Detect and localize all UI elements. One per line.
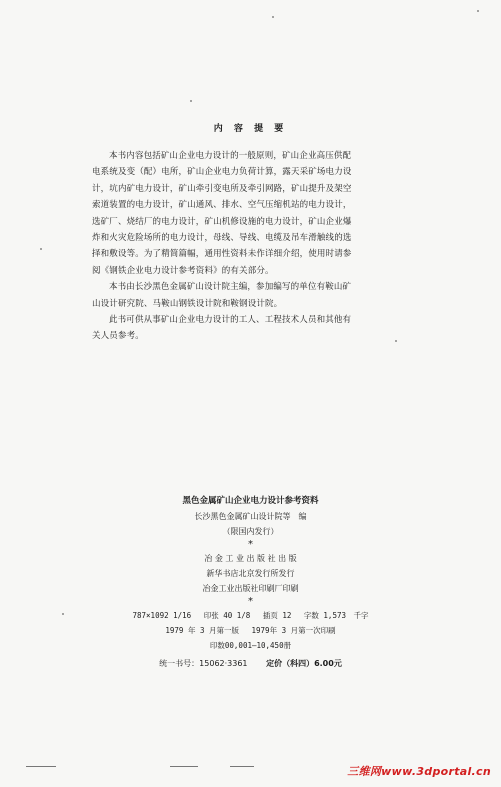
abstract-paragraph-3 (92, 312, 383, 345)
insert-pages: 插页 12 (262, 611, 292, 620)
distribution-note: （限国内发行） (222, 527, 279, 536)
text-line: 关人员参考。 (92, 331, 144, 342)
distributor-line: 新华书店北京发行所发行 (206, 569, 295, 578)
page-format: 787×1092 1/16 (132, 611, 192, 620)
price: 定价（科四）6.00元 (266, 659, 342, 668)
text-line: 索道装置的电力设计，矿山通风、排水、空气压缩机站的电力设计， (92, 200, 352, 211)
edition-line (0, 623, 501, 638)
scan-speck (40, 248, 42, 250)
book-number: 统一书号：15062·3361 (159, 659, 248, 668)
text-line: 炸和火灾危险场所的电力设计，母线、导线、电缆及吊车滑触线的选 (92, 233, 352, 244)
abstract-paragraph-2 (92, 279, 383, 312)
editor-line: 长沙黑色金属矿山设计院等 编 (194, 512, 307, 521)
abstract-text (92, 148, 383, 345)
print-sheets: 印张 40 1/8 (203, 611, 251, 620)
divider-line (170, 766, 198, 767)
format-line (0, 608, 501, 623)
text-line: 计，坑内矿电力设计，矿山牵引变电所及牵引网路，矿山提升及架空 (92, 183, 352, 194)
word-count: 字数 1,573 千字 (303, 611, 369, 620)
watermark: 三维网www.3dportal.cn (347, 765, 491, 778)
text-line: 此书可供从事矿山企业电力设计的工人、工程技术人员和其他有 (109, 315, 352, 326)
divider-star: * (248, 539, 253, 550)
identifier-line (0, 656, 501, 671)
printing-date: 1979年 3 月第一次印刷 (251, 626, 336, 635)
text-line: 本书由长沙黑色金属矿山设计院主编，参加编写的单位有鞍山矿 (109, 282, 352, 293)
text-line: 本书内容包括矿山企业电力设计的一般原则，矿山企业高压供配 (109, 151, 352, 161)
abstract-paragraph-1 (92, 148, 383, 279)
publisher-line: 冶 金 工 业 出 版 社 出 版 (204, 554, 297, 563)
colophon (0, 494, 501, 671)
print-run: 印数00,001—10,450册 (209, 641, 292, 650)
text-line: 择和敷设等。为了精简篇幅，通用性资料未作详细介绍，使用时请参 (92, 249, 352, 260)
scan-speck (477, 10, 479, 12)
text-line: 阅《钢铁企业电力设计参考资料》的有关部分。 (92, 265, 274, 276)
text-line: 山设计研究院、马鞍山钢铁设计院和鞍钢设计院。 (92, 298, 283, 309)
scan-speck (190, 100, 192, 102)
divider-line (26, 766, 56, 767)
divider-star: * (248, 596, 253, 607)
divider-line (230, 766, 254, 767)
page-heading: 内 容 提 要 (213, 124, 288, 134)
text-line: 选矿厂、烧结厂的电力设计，矿山机修设施的电力设计，矿山企业爆 (92, 216, 352, 227)
scan-speck (272, 16, 274, 18)
text-line: 电系统及变（配）电所，矿山企业电力负荷计算，露天采矿场电力设 (92, 167, 352, 178)
book-title: 黑色金属矿山企业电力设计参考资料 (182, 496, 319, 506)
scan-speck (395, 340, 397, 342)
edition-date: 1979 年 3 月第一版 (165, 626, 239, 635)
printer-line: 冶金工业出版社印刷厂印刷 (202, 584, 299, 593)
